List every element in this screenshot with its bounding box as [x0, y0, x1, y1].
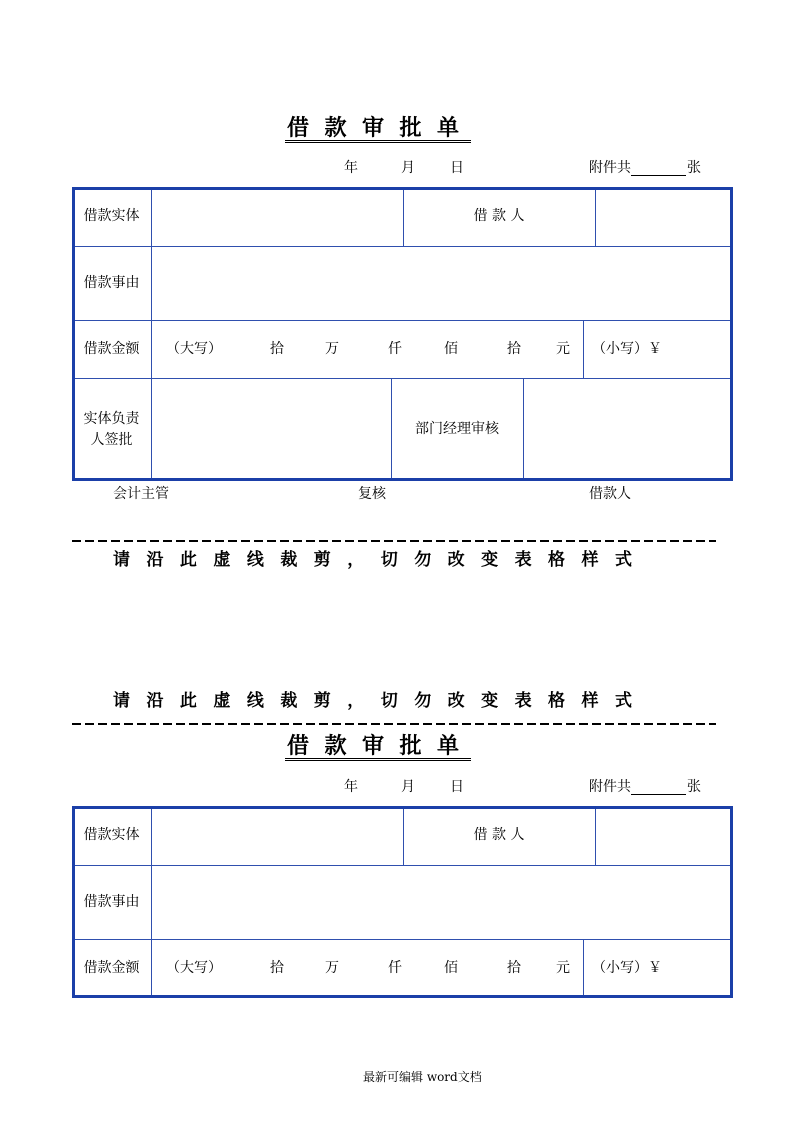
reason-label: 借款事由 — [83, 274, 140, 291]
date-year-label: 年 — [344, 160, 358, 176]
cut-notice-top: 请 沿 此 虚 线 裁 剪 ， 切 勿 改 变 表 格 样 式 — [113, 550, 632, 570]
entity-head-sign-label-line1: 实体负责 — [83, 410, 140, 427]
amount-unit-thousand-2: 仟 — [388, 960, 402, 976]
amount-unit-yuan-2: 元 — [556, 960, 570, 976]
attachment-suffix: 张 — [687, 160, 701, 176]
cut-dashed-line-top — [72, 540, 716, 542]
entity-head-sign-label-line2: 人签批 — [90, 431, 133, 448]
amount-unit-ten-thousand: 万 — [325, 341, 339, 357]
entity-label-2: 借款实体 — [83, 827, 140, 843]
amount-upper-label: （大写） — [166, 341, 222, 357]
reason-label-2: 借款事由 — [83, 893, 140, 910]
dept-manager-review-label: 部门经理审核 — [415, 421, 499, 437]
entity-label: 借款实体 — [83, 208, 140, 224]
signature-reviewer: 复核 — [358, 486, 386, 502]
date-day-label-2: 日 — [450, 779, 464, 795]
date-month-label: 月 — [401, 160, 415, 176]
attachment-prefix-2: 附件共 — [589, 779, 631, 795]
form-title-2: 借 款 审 批 单 — [287, 733, 459, 759]
loan-approval-table — [72, 187, 733, 481]
amount-label-2: 借款金额 — [83, 960, 140, 976]
amount-upper-label-2: （大写） — [166, 960, 222, 976]
table-outer-border-2 — [72, 806, 733, 998]
cut-notice-bottom: 请 沿 此 虚 线 裁 剪 ， 切 勿 改 变 表 格 样 式 — [113, 691, 632, 711]
form-title: 借 款 审 批 单 — [287, 115, 459, 141]
page-footer: 最新可编辑 word文档 — [363, 1070, 482, 1084]
amount-lower-label-2: （小写）￥ — [592, 960, 662, 976]
loan-approval-table-2 — [72, 806, 733, 998]
attachment-suffix-2: 张 — [687, 779, 701, 795]
table-outer-border — [72, 187, 733, 481]
amount-unit-hundred: 佰 — [444, 341, 458, 357]
amount-unit-ten-thousand-2: 万 — [325, 960, 339, 976]
amount-unit-ten: 拾 — [507, 341, 521, 357]
signature-accounting-supervisor: 会计主管 — [113, 486, 169, 502]
amount-unit-hundred-2: 佰 — [444, 960, 458, 976]
attachment-prefix: 附件共 — [589, 160, 631, 176]
date-year-label-2: 年 — [344, 779, 358, 795]
form-title-double-underline — [285, 140, 471, 143]
amount-unit-ten-thousand-tens-2: 拾 — [270, 960, 284, 976]
cut-dashed-line-bottom — [72, 723, 716, 725]
signature-borrower: 借款人 — [589, 486, 631, 502]
amount-unit-ten-thousand-tens: 拾 — [270, 341, 284, 357]
amount-unit-thousand: 仟 — [388, 341, 402, 357]
form-title-2-double-underline — [285, 758, 471, 761]
borrower-label: 借 款 人 — [473, 208, 525, 224]
amount-unit-ten-2: 拾 — [507, 960, 521, 976]
borrower-label-2: 借 款 人 — [473, 827, 525, 843]
amount-label: 借款金额 — [83, 340, 140, 357]
date-month-label-2: 月 — [401, 779, 415, 795]
amount-lower-label: （小写）￥ — [592, 341, 662, 357]
attachment-count-blank-2 — [631, 794, 686, 795]
date-day-label: 日 — [450, 160, 464, 176]
amount-unit-yuan: 元 — [556, 341, 570, 357]
attachment-count-blank — [631, 175, 686, 176]
